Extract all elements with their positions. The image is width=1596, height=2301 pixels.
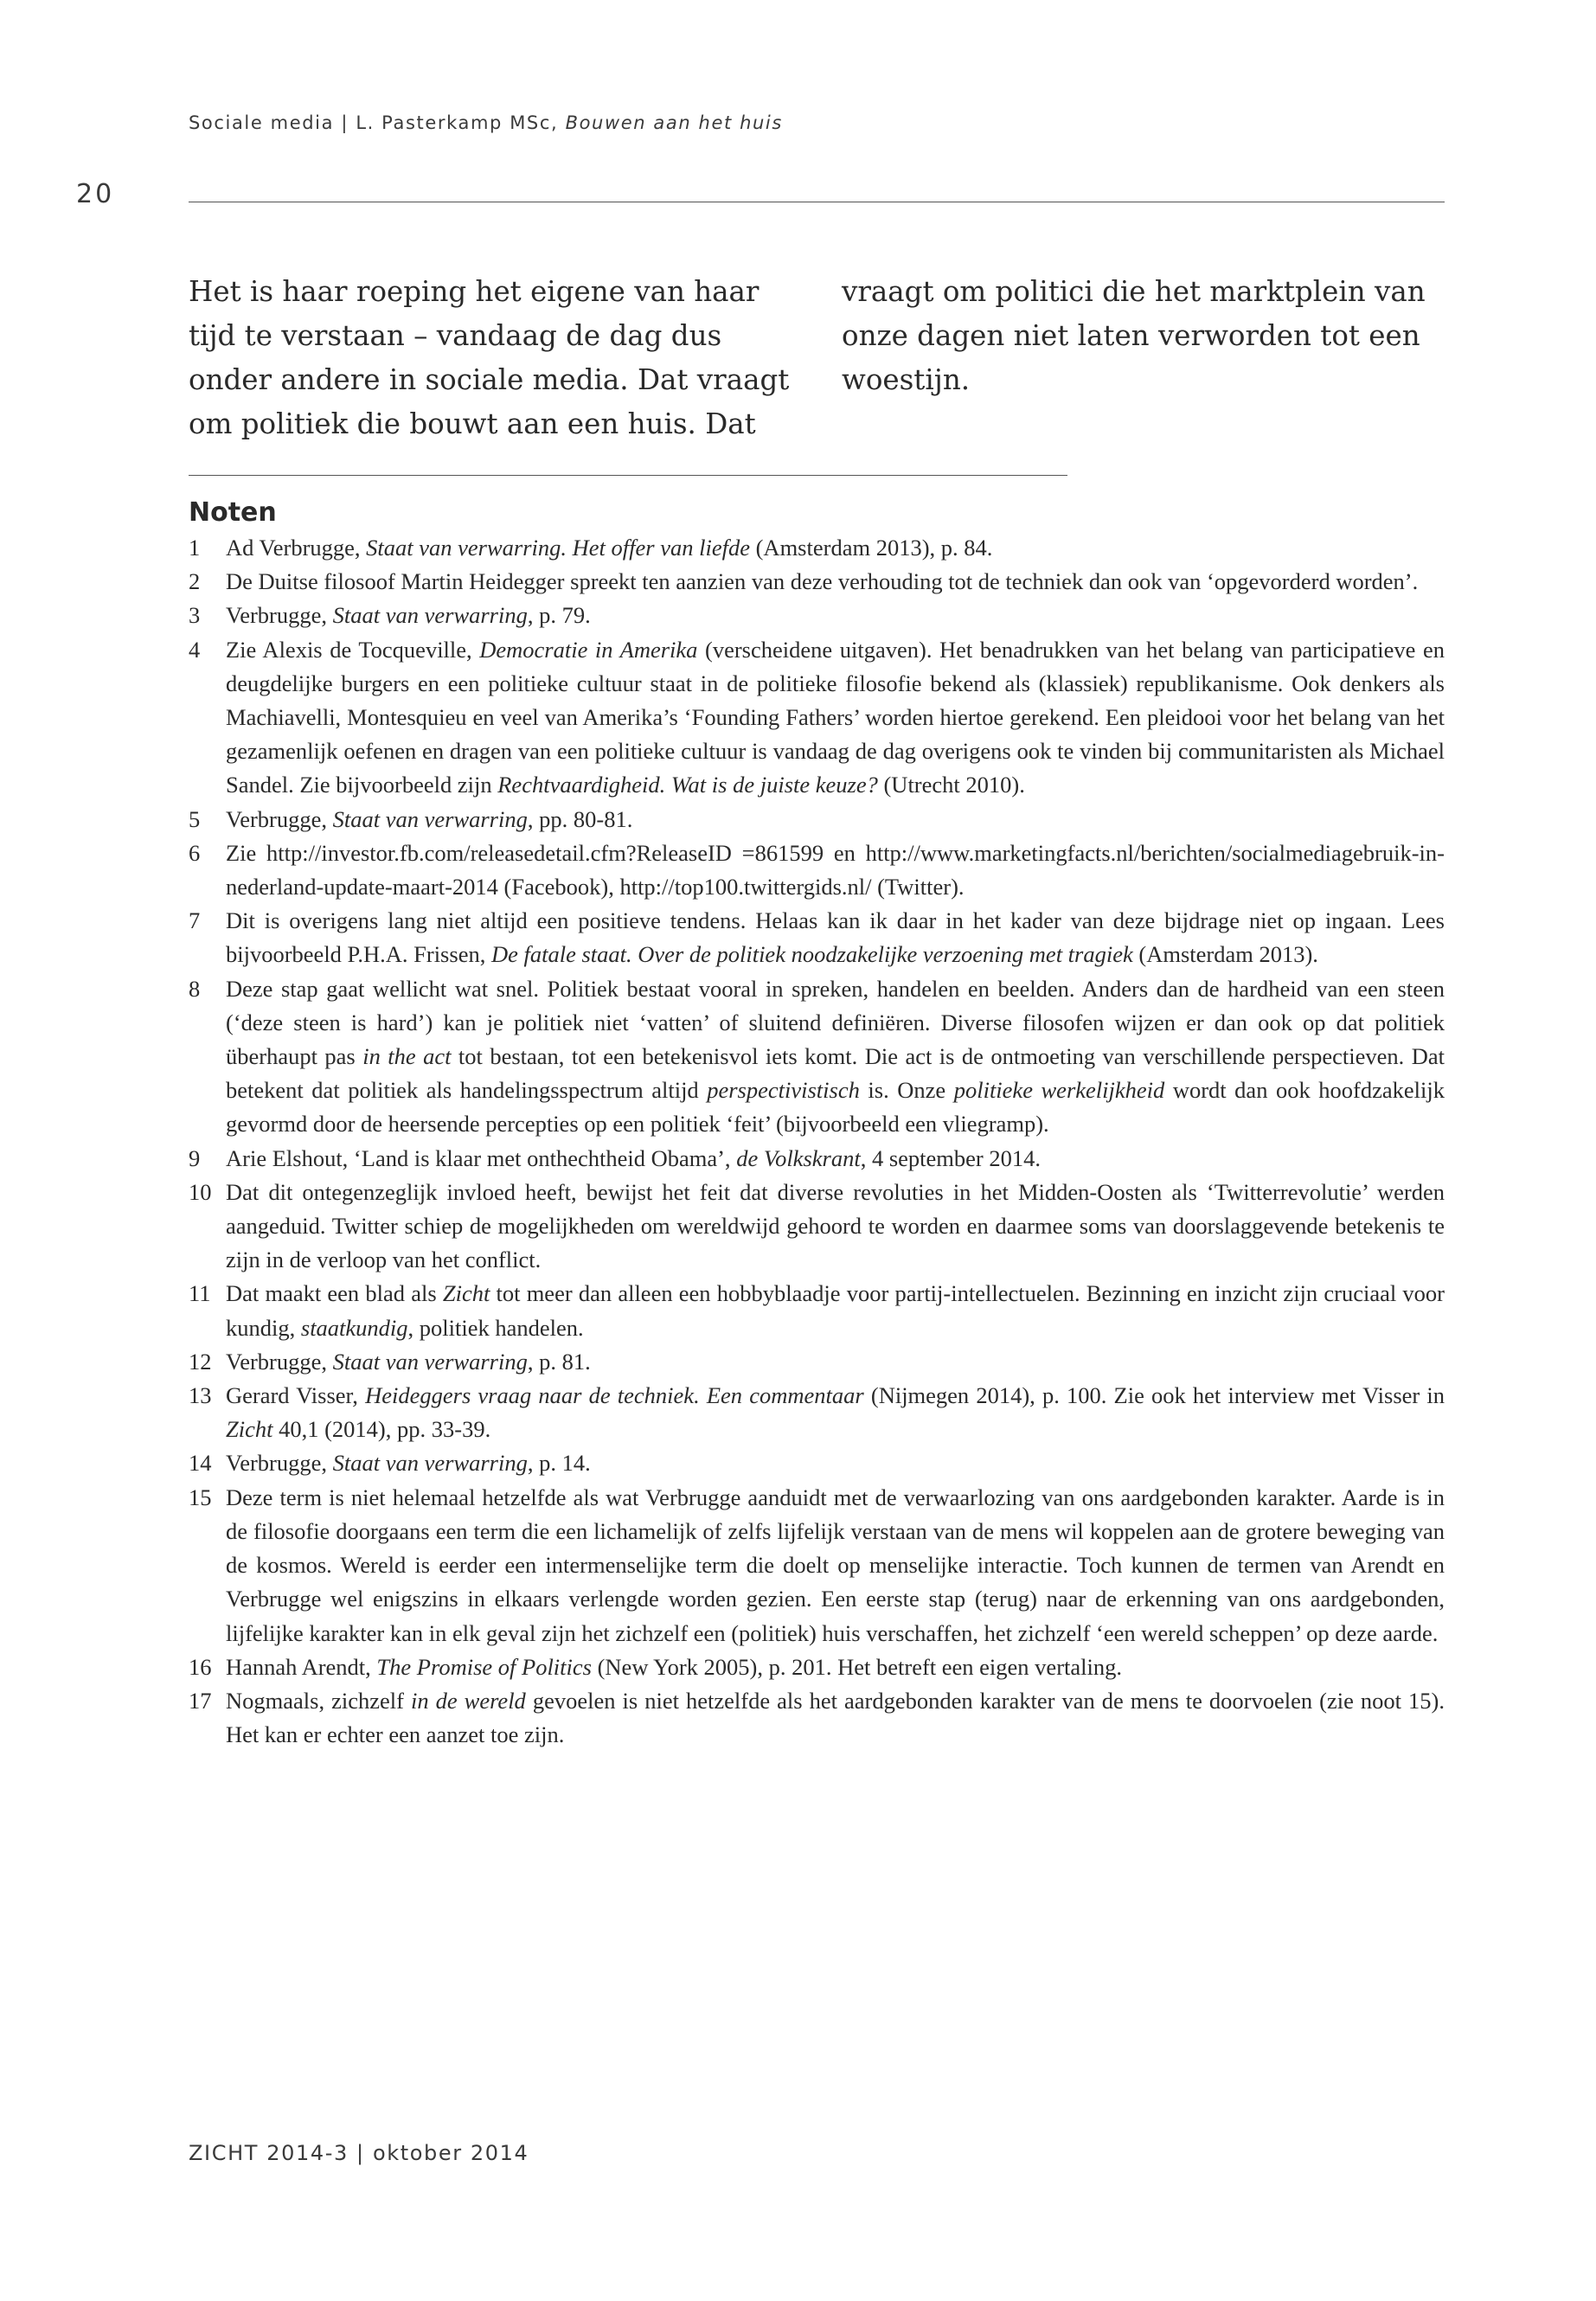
footnote-segment: Verbrugge, <box>226 1348 333 1375</box>
footnote-segment: Zie http://investor.fb.com/releasedetail.cfm?ReleaseID =861599 en http://www.marketingfacts.nl/berichten/socialmediagebruik-in-nederland-update-maart-2014 (Facebook), http://top100.twittergids.nl/ (Twitter). <box>226 839 1445 901</box>
footnote-segment: tot meer dan alleen een hobbyblaadje voor partij-intellectuelen. Bezinning en inzicht zijn cruciaal voor kundig, <box>226 1280 1445 1341</box>
footnote-segment: , p. 79. <box>527 602 591 629</box>
footnote-number: 9 <box>189 1144 201 1171</box>
footnote-italic-segment: Staat van verwarring <box>332 1348 528 1375</box>
footnote-text <box>226 1446 1445 1480</box>
body-paragraph: Het is haar roeping het eigene van haar tijd te verstaan – vandaag de dag dus onder andere in sociale media. Dat vraagt om politiek die bouwt aan een huis. Dat vraagt om politici die het marktplein van onze dagen niet laten verworden tot een woestijn. <box>189 275 1426 440</box>
footnote-italic-segment: Zicht <box>442 1280 490 1307</box>
footnote-number: 14 <box>189 1450 212 1477</box>
footnote-4 <box>189 633 1445 803</box>
footnote-16 <box>189 1650 1445 1684</box>
header-section: Sociale media <box>189 112 335 133</box>
footnote-9 <box>189 1142 1445 1176</box>
footnote-text <box>226 904 1445 971</box>
footnote-number: 12 <box>189 1348 212 1375</box>
footnote-segment: Deze stap gaat wellicht wat snel. Politiek bestaat vooral in spreken, handelen en beelden. Anders dan de hardheid van een steen (‘deze steen is hard’) kan je politiek niet ‘vatten’ of sluitend definiëren. Diverse filosofen wijzen er dan ook op dat politiek überhaupt pas <box>226 975 1445 1070</box>
footnote-text <box>226 1379 1445 1446</box>
footnote-number: 1 <box>189 535 201 561</box>
header-article-title: Bouwen aan het huis <box>565 112 783 133</box>
footnote-italic-segment: Staat van verwarring <box>332 805 528 832</box>
notes-rule <box>189 475 1067 476</box>
footnote-12 <box>189 1345 1445 1379</box>
footnote-number: 8 <box>189 975 201 1002</box>
footnote-15 <box>189 1481 1445 1650</box>
footnote-segment: (Utrecht 2010). <box>877 772 1025 798</box>
footnote-segment: (verscheidene uitgaven). Het benadrukken van het belang van participatieve en deugdelijke burgers en een politieke cultuur staat in de politieke filosofie bekend als (klassiek) republikanisme. Ook denkers als Machiavelli, Montesquieu en veel van Amerika’s ‘Founding Fathers’ worden hiertoe gerekend. Een pleidooi voor het belang van het gezamenlijk oefenen en dragen van een politieke cultuur is vandaag de dag overigens ook te vinden bij communitaristen als Michael Sandel. Zie bijvoorbeeld zijn <box>226 636 1445 798</box>
footnote-text <box>226 531 1445 565</box>
footnote-segment: Arie Elshout, ‘Land is klaar met onthechtheid Obama’, <box>226 1144 737 1171</box>
footnote-segment: , 4 september 2014. <box>860 1144 1041 1171</box>
footnote-number: 16 <box>189 1653 212 1680</box>
footnote-segment: Verbrugge, <box>226 602 333 629</box>
footnote-italic-segment: Staat van verwarring. Het offer van liefde <box>366 535 750 561</box>
footnote-text <box>226 1142 1445 1176</box>
footnote-text <box>226 803 1445 836</box>
footnote-segment: Dat maakt een blad als <box>226 1280 443 1307</box>
body-text-columns <box>189 270 1445 446</box>
footnote-number: 5 <box>189 805 201 832</box>
footnote-italic-segment: Heideggers vraag naar de techniek. Een commentaar <box>365 1382 864 1409</box>
footnote-segment: Dit is overigens lang niet altijd een positieve tendens. Helaas kan ik daar in het kader van deze bijdrage niet op ingaan. Lees bijvoorbeeld P.H.A. Frissen, <box>226 907 1445 968</box>
footnote-text <box>226 1684 1445 1752</box>
footnote-11 <box>189 1277 1445 1344</box>
footnote-segment: wordt dan ook hoofdzakelijk gevormd door de heersende percepties op een politiek ‘feit’ (bijvoorbeeld een vliegramp). <box>226 1077 1445 1138</box>
footnote-text <box>226 972 1445 1142</box>
footnote-italic-segment: in the act <box>362 1043 452 1070</box>
footnote-number: 2 <box>189 568 201 595</box>
footnote-italic-segment: de Volkskrant <box>736 1144 861 1171</box>
footnote-text <box>226 1650 1445 1684</box>
footnote-1 <box>189 531 1445 565</box>
footnote-text <box>226 1277 1445 1344</box>
footnote-segment: Deze term is niet helemaal hetzelfde als wat Verbrugge aanduidt met de verwaarlozing van ons aardgebonden karakter. Aarde is in de filosofie doorgaans een term die een lichamelijk of zelfs lijfelijk verstaan van de mens wil koppelen aan de grotere beweging van de kosmos. Wereld is eerder een intermenselijke term die doelt op menselijke interactie. Toch kunnen de termen van Arendt en Verbrugge wel enigszins in elkaars verlengde worden gezien. Een eerste stap (terug) naar de erkenning van ons aardgebonden, lijfelijke karakter kan in elk geval zijn het zichzelf een (politiek) huis verschaffen, het zichzelf ‘een wereld scheppen’ op deze aarde. <box>226 1484 1445 1646</box>
footnote-segment: is. Onze <box>859 1077 954 1104</box>
footnote-italic-segment: Staat van verwarring <box>332 1450 528 1477</box>
footnote-7 <box>189 904 1445 971</box>
footnote-number: 4 <box>189 636 201 663</box>
footnote-14 <box>189 1446 1445 1480</box>
footnote-number: 10 <box>189 1178 212 1205</box>
footnote-number: 17 <box>189 1687 212 1714</box>
footnote-segment: De Duitse filosoof Martin Heidegger spreekt ten aanzien van deze verhouding tot de techniek dan ook van ‘opgevorderd worden’. <box>226 568 1419 595</box>
footnote-italic-segment: staatkundig <box>300 1314 408 1341</box>
footnote-italic-segment: Zicht <box>226 1416 273 1443</box>
footnote-8 <box>189 972 1445 1142</box>
footnote-italic-segment: De fatale staat. Over de politiek noodzakelijke verzoening met tragiek <box>490 941 1133 968</box>
footnote-number: 15 <box>189 1484 212 1510</box>
footnote-segment: gevoelen is niet hetzelfde als het aardgebonden karakter van de mens te doorvoelen (zie noot 15). Het kan er echter een aanzet toe zijn. <box>226 1687 1445 1748</box>
footnote-italic-segment: perspectivistisch <box>707 1077 860 1104</box>
page-number: 20 <box>76 179 115 209</box>
footnote-text <box>226 633 1445 803</box>
footnote-3 <box>189 599 1445 632</box>
footnote-text <box>226 1176 1445 1278</box>
footnote-segment: (Amsterdam 2013). <box>1132 941 1318 968</box>
footnote-number: 7 <box>189 907 201 934</box>
footnote-segment: , p. 14. <box>527 1450 591 1477</box>
footnote-italic-segment: politieke werkelijkheid <box>953 1077 1165 1104</box>
footnote-segment: , pp. 80-81. <box>527 805 633 832</box>
footnote-segment: (Amsterdam 2013), p. 84. <box>749 535 993 561</box>
footnote-segment: Nogmaals, zichzelf <box>226 1687 411 1714</box>
notes-heading: Noten <box>189 497 277 528</box>
footnote-segment: Gerard Visser, <box>226 1382 366 1409</box>
footnote-segment: , p. 81. <box>527 1348 591 1375</box>
footnote-2 <box>189 565 1445 599</box>
page-footer: ZICHT 2014-3 | oktober 2014 <box>189 2141 529 2165</box>
running-header <box>189 112 783 133</box>
footnote-segment: Dat dit ontegenzeglijk invloed heeft, bewijst het feit dat diverse revoluties in het Midden-Oosten als ‘Twitterrevolutie’ werden aangeduid. Twitter schiep de mogelijkheden om wereldwijd gehoord te worden en daarmee soms van doorslaggevende betekenis te zijn in de verloop van het conflict. <box>226 1178 1445 1273</box>
footnote-17 <box>189 1684 1445 1752</box>
footnote-segment: Zie Alexis de Tocqueville, <box>226 636 480 663</box>
footnote-italic-segment: Rechtvaardigheid. Wat is de juiste keuze? <box>497 772 878 798</box>
footnote-italic-segment: in de wereld <box>410 1687 526 1714</box>
footnote-text <box>226 836 1445 904</box>
footnote-italic-segment: The Promise of Politics <box>376 1653 592 1680</box>
footnote-number: 3 <box>189 602 201 629</box>
footnote-5 <box>189 803 1445 836</box>
footnote-segment: Ad Verbrugge, <box>226 535 367 561</box>
footnote-13 <box>189 1379 1445 1446</box>
notes-list <box>189 531 1445 1752</box>
footnote-italic-segment: Democratie in Amerika <box>479 636 698 663</box>
footnote-segment: , politiek handelen. <box>407 1314 584 1341</box>
footnote-segment: Hannah Arendt, <box>226 1653 377 1680</box>
footnote-segment: (New York 2005), p. 201. Het betreft een eigen vertaling. <box>591 1653 1122 1680</box>
footnote-number: 11 <box>189 1280 211 1307</box>
footnote-number: 6 <box>189 839 201 866</box>
header-author: L. Pasterkamp MSc, <box>356 112 559 133</box>
footnote-segment: Verbrugge, <box>226 805 333 832</box>
footnote-segment: (Nijmegen 2014), p. 100. Zie ook het interview met Visser in <box>863 1382 1445 1409</box>
footnote-6 <box>189 836 1445 904</box>
footnote-segment: 40,1 (2014), pp. 33-39. <box>272 1416 491 1443</box>
footnote-10 <box>189 1176 1445 1278</box>
footnote-text <box>226 1345 1445 1379</box>
footnote-italic-segment: Staat van verwarring <box>332 602 528 629</box>
footnote-text <box>226 599 1445 632</box>
footnote-segment: Verbrugge, <box>226 1450 333 1477</box>
footnote-text <box>226 565 1445 599</box>
footnote-segment: tot bestaan, tot een betekenisvol iets komt. Die act is de ontmoeting van verschillende perspectieven. Dat betekent dat politiek als handelingsspectrum altijd <box>226 1043 1445 1104</box>
header-separator: | <box>341 112 349 133</box>
footnote-number: 13 <box>189 1382 212 1409</box>
footnote-text <box>226 1481 1445 1650</box>
